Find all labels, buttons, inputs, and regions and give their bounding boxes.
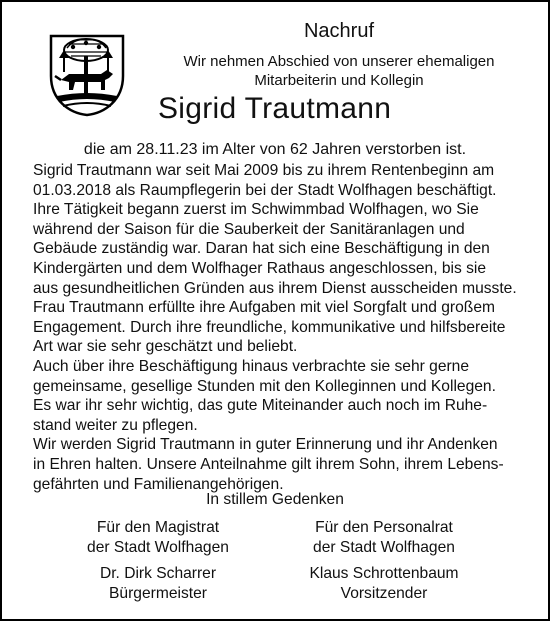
body-line: während der Saison für die Sauberkeit der Sanitäranlagen und [33,220,465,238]
death-statement: die am 28.11.23 im Alter von 62 Jahren verstorben ist. [83,141,467,158]
signature-magistrat-person [58,564,258,604]
deceased-name: Sigrid Trautmann [158,92,392,125]
body-line: Frau Trautmann erfüllte ihre Aufgaben mit viel Sorgfalt und großem [33,299,495,317]
signatory-role: Vorsitzender [340,585,428,602]
body-line: aus gesundheitlichen Gründen aus ihrem Dienst ausscheiden musste. [33,279,517,297]
signatory-name: Dr. Dirk Scharrer [99,565,217,582]
body-line: stand weiter zu pflegen. [33,416,198,434]
body-line: Kindergärten und dem Wolfhager Rathaus angeschlossen, bis sie [33,259,487,277]
notice-title: Nachruf [303,20,375,42]
signatory-role: Bürgermeister [109,585,207,602]
signatory-name: Klaus Schrottenbaum [309,565,459,582]
intro-line-1: Wir nehmen Abschied von unserer ehemaligen [183,53,495,70]
obituary-body [33,161,533,494]
body-line: gefährten und Familienangehörigen. [33,475,284,493]
signature-org-line: Für den Personalrat [315,519,453,536]
signature-personalrat-person [284,564,484,604]
body-line: in Ehren halten. Unsere Anteilnahme gilt ihrem Sohn, ihrem Lebens- [33,455,504,473]
coat-of-arms-icon [49,34,125,117]
body-line: Wir werden Sigrid Trautmann in guter Erinnerung und ihr Andenken [33,436,498,454]
body-line: 01.03.2018 als Raumpflegerin bei der Stadt Wolfhagen beschäftigt. [33,181,497,199]
intro-line-2: Mitarbeiterin und Kollegin [254,72,424,89]
signature-org-line: der Stadt Wolfhagen [313,539,455,556]
signature-org-line: Für den Magistrat [96,519,220,536]
body-line: Art war sie sehr geschätzt und beliebt. [33,338,298,356]
signature-personalrat-org [284,518,484,558]
body-line: Ihre Tätigkeit begann zuerst im Schwimmbad Wolfhagen, wo Sie [33,201,479,219]
body-line: Engagement. Durch ihre freundliche, kommunikative und hilfsbereite [33,318,506,336]
body-line: gemeinsame, gesellige Stunden mit den Kolleginnen und Kollegen. [33,377,496,395]
body-line: Es war ihr sehr wichtig, das gute Miteinander auch noch im Ruhe- [33,397,488,415]
signature-org-line: der Stadt Wolfhagen [87,539,229,556]
body-line: Gebäude zuständig war. Daran hat sich eine Beschäftigung in den [33,240,490,258]
body-line: Auch über ihre Beschäftigung hinaus verbrachte sie sehr gerne [33,357,470,375]
signature-magistrat-org [58,518,258,558]
body-line: Sigrid Trautmann war seit Mai 2009 bis zu ihrem Rentenbeginn am [33,162,495,179]
closing-phrase: In stillem Gedenken [206,491,344,508]
